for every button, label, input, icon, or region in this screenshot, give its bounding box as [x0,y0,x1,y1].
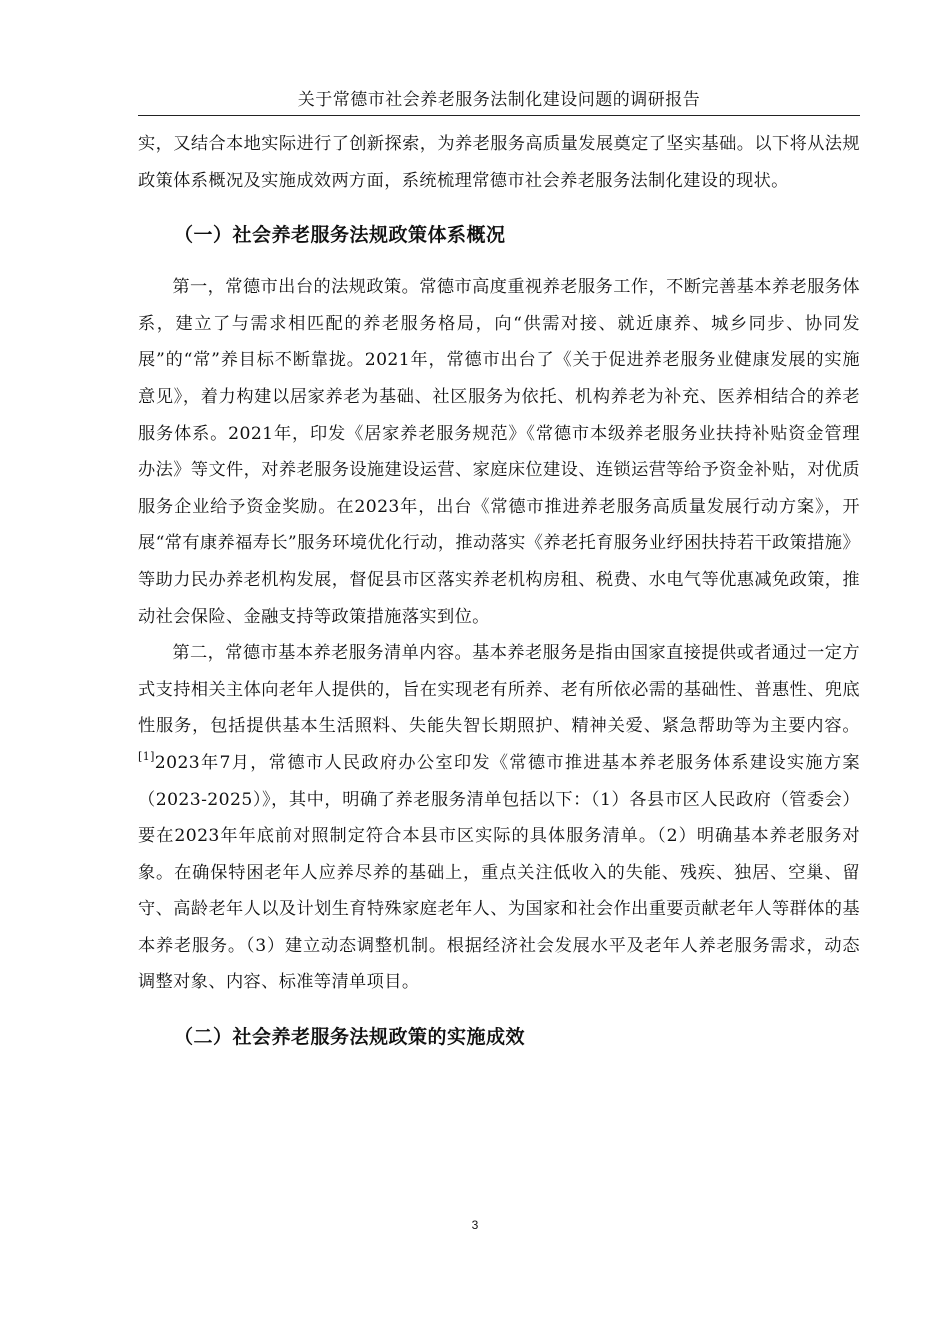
document-body [138,126,860,1071]
paragraph-2-text-after-ref: 2023年7月，常德市人民政府办公室印发《常德市推进基本养老服务体系建设实施方案（2023-2025）》，其中，明确了养老服务清单包括以下：（1）各县市区人民政府（管委会）要在2023年年底前对照制定符合本县市区实际的具体服务清单。（2）明确基本养老服务对象。在确保特困老年人应养尽养的基础上，重点关注低收入的失能、残疾、独居、空巢、留守、高龄老年人以及计划生育特殊家庭老年人、为国家和社会作出重要贡献老年人等群体的基本养老服务。（3）建立动态调整机制。根据经济社会发展水平及老年人养老服务需求，动态调整对象、内容、标准等清单项目。 [138,752,860,993]
paragraph-2-text-before-ref: 第二，常德市基本养老服务清单内容。基本养老服务是指由国家直接提供或者通过一定方式支持相关主体向老年人提供的，旨在实现老有所养、老有所依必需的基础性、普惠性、兜底性服务，包括提供基本生活照料、失能失智长期照护、精神关爱、紧急帮助等为主要内容。 [138,643,860,737]
section-1-heading: （一）社会养老服务法规政策体系概况 [174,224,506,247]
page-number: 3 [471,1218,479,1232]
page-header: 关于常德市社会养老服务法制化建设问题的调研报告 [297,90,701,110]
footnote-reference[interactable]: [1] [138,749,155,763]
section-1-paragraph-2 [138,635,860,1001]
intro-paragraph: 实，又结合本地实际进行了创新探索，为养老服务高质量发展奠定了坚实基础。以下将从法规政策体系概况及实施成效两方面，系统梳理常德市社会养老服务法制化建设的现状。 [138,134,860,191]
header-rule [138,115,860,116]
section-1-paragraph-1: 第一，常德市出台的法规政策。常德市高度重视养老服务工作，不断完善基本养老服务体系，建立了与需求相匹配的养老服务格局，向“供需对接、就近康养、城乡同步、协同发展”的“常”养目标不断靠拢。2021年，常德市出台了《关于促进养老服务业健康发展的实施意见》，着力构建以居家养老为基础、社区服务为依托、机构养老为补充、医养相结合的养老服务体系。2021年，印发《居家养老服务规范》《常德市本级养老服务业扶持补贴资金管理办法》等文件，对养老服务设施建设运营、家庭床位建设、连锁运营等给予资金补贴，对优质服务企业给予资金奖励。在2023年，出台《常德市推进养老服务高质量发展行动方案》，开展“常有康养福寿长”服务环境优化行动，推动落实《养老托育服务业纾困扶持若干政策措施》等助力民办养老机构发展，督促县市区落实养老机构房租、税费、水电气等优惠减免政策，推动社会保险、金融支持等政策措施落实到位。 [138,277,860,627]
section-2-heading: （二）社会养老服务法规政策的实施成效 [174,1026,526,1049]
